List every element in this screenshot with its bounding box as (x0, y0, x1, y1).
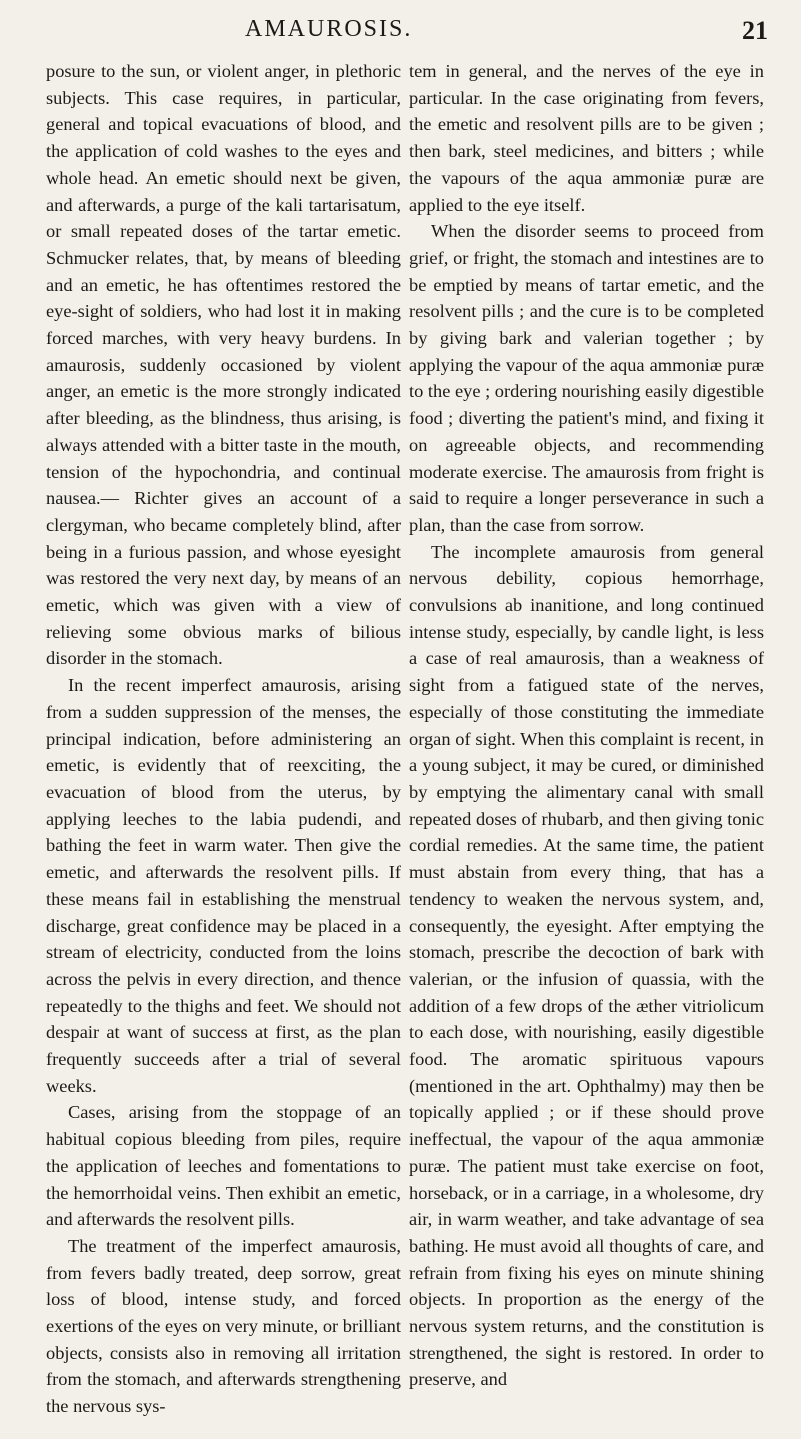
left-column (46, 58, 401, 1420)
running-head (0, 16, 801, 50)
paragraph: The incomplete amaurosis from general nervous debility, copious hemorrhage, convulsions ab inanitione, and long continued intense study, especially, by candle light, is less a case of real amaurosis, than a weakness of sight from a fatigued state of the nerves, especially of those constituting the immediate organ of sight. When this complaint is recent, in a young subject, it may be cured, or diminished by emptying the alimentary canal with small repeated doses of rhubarb, and then giving tonic cordial remedies. At the same time, the patient must abstain from every thing, that has a tendency to weaken the nervous system, and, consequently, the eyesight. After emptying the stomach, prescribe the decoction of bark with valerian, or the infusion of quassia, with the addition of a few drops of the æther vitriolicum to each dose, with nourishing, easily digestible food. The aromatic spirituous vapours (mentioned in the art. Ophthalmy) may then be topically applied ; or if these should prove ineffectual, the vapour of the aqua ammoniæ puræ. The patient must take exercise on foot, horseback, or in a carriage, in a wholesome, dry air, in warm weather, and take advantage of sea bathing. He must avoid all thoughts of care, and refrain from fixing his eyes on minute shining objects. In proportion as the energy of the nervous system returns, and the constitution is strengthened, the sight is restored. In order to preserve, and (409, 541, 764, 1390)
paragraph: When the disorder seems to proceed from grief, or fright, the stomach and intestines are to be emptied by means of tartar emetic, and the resolvent pills ; and the cure is to be completed by giving bark and valerian together ; by applying the vapour of the aqua ammoniæ puræ to the eye ; ordering nourishing easily digestible food ; diverting the patient's mind, and fixing it on agreeable objects, and recommending moderate exercise. The amaurosis from fright is said to require a longer perseverance in such a plan, than the case from sorrow. (409, 221, 764, 535)
running-title: AMAUROSIS. (245, 16, 413, 42)
page-number: 21 (742, 16, 768, 45)
paragraph: posure to the sun, or violent anger, in plethoric subjects. This case requires, in particular, general and topical evacuations of blood, and the application of cold washes to the eyes and whole head. An emetic should next be given, and afterwards, a purge of the kali tartarisatum, or small repeated doses of the tartar emetic. Schmucker relates, that, by means of bleeding and an emetic, he has oftentimes restored the eye-sight of soldiers, who had lost it in making forced marches, with very heavy burdens. In amaurosis, suddenly occasioned by violent anger, an emetic is the more strongly indicated after bleeding, as the blindness, thus arising, is always attended with a bitter taste in the mouth, tension of the hypochondria, and continual nausea.— Richter gives an account of a clergyman, who became completely blind, after being in a furious passion, and whose eyesight was restored the very next day, by means of an emetic, which was given with a view of relieving some obvious marks of bilious disorder in the stomach. (46, 61, 401, 669)
paragraph: tem in general, and the nerves of the eye in particular. In the case originating from fevers, the emetic and resolvent pills are to be given ; then bark, steel medicines, and bitters ; while the vapours of the aqua ammoniæ puræ are applied to the eye itself. (409, 61, 764, 215)
paragraph: The treatment of the imperfect amaurosis, from fevers badly treated, deep sorrow, great loss of blood, intense study, and forced exertions of the eyes on very minute, or brilliant objects, consists also in removing all irritation from the stomach, and afterwards strengthening the nervous sys- (46, 1235, 401, 1417)
paragraph: In the recent imperfect amaurosis, arising from a sudden suppression of the menses, the principal indication, before administering an emetic, is evidently that of reexciting, the evacuation of blood from the uterus, by applying leeches to the labia pudendi, and bathing the feet in warm water. Then give the emetic, and afterwards the resolvent pills. If these means fail in establishing the menstrual discharge, great confidence may be placed in a stream of electricity, conducted from the loins across the pelvis in every direction, and thence repeatedly to the thighs and feet. We should not despair at want of success at first, as the plan frequently succeeds after a trial of several weeks. (46, 675, 401, 1096)
right-column (409, 58, 764, 1393)
paragraph: Cases, arising from the stoppage of an habitual copious bleeding from piles, require the application of leeches and fomentations to the hemorrhoidal veins. Then exhibit an emetic, and afterwards the resolvent pills. (46, 1102, 401, 1230)
